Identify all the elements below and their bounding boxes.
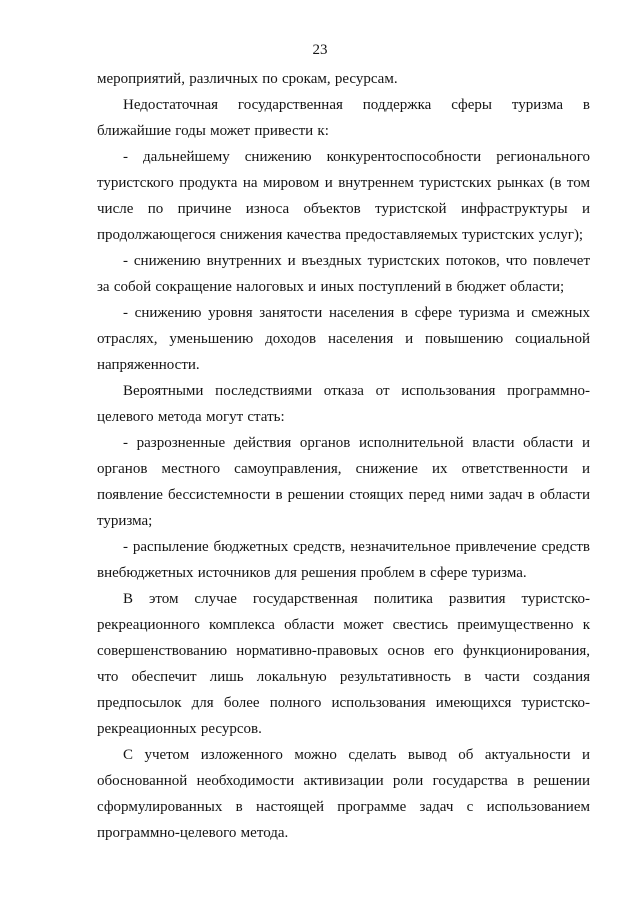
paragraph-continuation: мероприятий, различных по срокам, ресурсам. bbox=[97, 71, 398, 87]
document-body bbox=[97, 66, 590, 846]
paragraph-conclusion: С учетом изложенного можно сделать вывод об актуальности и обоснованной необходимости активизации роли государства в решении сформулированных в настоящей программе задач с использованием программно-целевого метода. bbox=[97, 747, 590, 841]
list-item-fragmented-actions: - разрозненные действия органов исполнительной власти области и органов местного самоуправления, снижение их ответственности и появление бессистемности в решении стоящих перед ними задач в области туризма; bbox=[97, 435, 590, 529]
paragraph-insufficient-support: Недостаточная государственная поддержка сферы туризма в ближайшие годы может привести к: bbox=[97, 97, 590, 139]
page-number: 23 bbox=[312, 42, 328, 58]
list-item-tourist-flows: - снижению внутренних и въездных туристских потоков, что повлечет за собой сокращение налоговых и иных поступлений в бюджет области; bbox=[97, 253, 590, 295]
list-item-employment: - снижению уровня занятости населения в сфере туризма и смежных отраслях, уменьшению доходов населения и повышению социальной напряженности. bbox=[97, 305, 590, 373]
paragraph-consequences: Вероятными последствиями отказа от использования программно-целевого метода могут стать: bbox=[97, 383, 590, 425]
list-item-budget-dispersion: - распыление бюджетных средств, незначительное привлечение средств внебюджетных источников для решения проблем в сфере туризма. bbox=[97, 539, 590, 581]
paragraph-state-policy: В этом случае государственная политика развития туристско-рекреационного комплекса области может свестись преимущественно к совершенствованию нормативно-правовых основ его функционирования, что обеспечит лишь локальную результативность в части создания предпосылок для более полного использования имеющихся туристско-рекреационных ресурсов. bbox=[97, 591, 590, 737]
list-item-competitiveness: - дальнейшему снижению конкурентоспособности регионального туристского продукта на мировом и внутреннем туристских рынках (в том числе по причине износа объектов туристской инфраструктуры и продолжающегося снижения качества предоставляемых туристских услуг); bbox=[97, 149, 590, 243]
